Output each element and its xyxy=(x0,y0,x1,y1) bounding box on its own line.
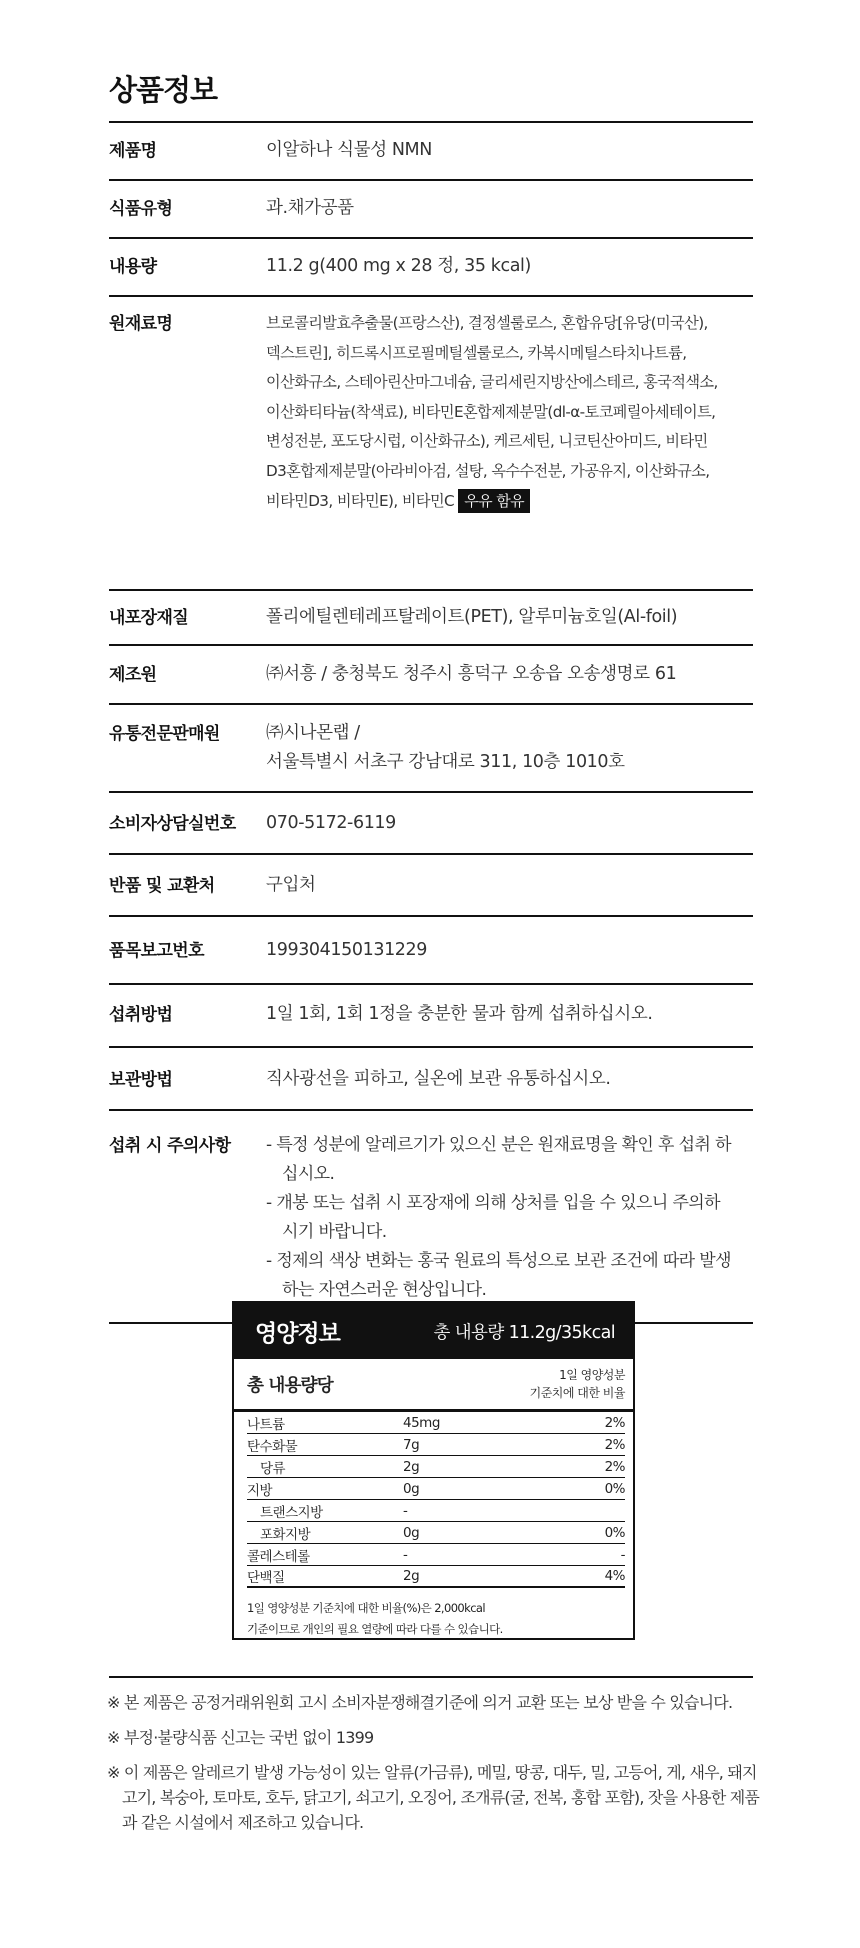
ingredient-line xyxy=(266,487,753,517)
ingredient-line: 변성전분, 포도당시럽, 이산화규소), 케르세틴, 니코틴산아미드, 비타민 xyxy=(266,432,708,451)
ingredient-line: 브로콜리발효추출물(프랑스산), 결정셀룰로스, 혼합유당[유당(미국산), xyxy=(266,314,708,332)
row-value: 11.2 g(400 mg x 28 정, 35 kcal) xyxy=(266,256,531,276)
nutrient-percent: 2% xyxy=(604,1436,625,1453)
caution-item: - 특정 성분에 알레르기가 있으신 분은 원재료명을 확인 후 섭취 하십시오. xyxy=(266,1135,731,1184)
nutrient-amount: 45mg xyxy=(403,1414,440,1431)
row-manufacturer xyxy=(109,646,753,705)
nutrition-facts-box xyxy=(232,1301,635,1640)
nutrient-percent: 4% xyxy=(604,1568,625,1584)
row-product-name xyxy=(109,123,753,181)
nutrition-note xyxy=(234,1588,633,1640)
ingredient-line: 이산화규소, 스테아린산마그네슘, 글리세린지방산에스테르, 홍국적색소, xyxy=(266,373,718,392)
row-value: 구입처 xyxy=(266,875,316,895)
row-label: 섭취방법 xyxy=(109,1005,173,1025)
nutrient-amount: 2g xyxy=(403,1568,420,1584)
distributor-value xyxy=(266,719,753,791)
nutrient-row xyxy=(247,1412,625,1434)
row-intake xyxy=(109,985,753,1048)
ingredient-line: 덱스트린], 히드록시프로필메틸셀룰로스, 카복시메틸스타치나트륨, xyxy=(266,343,687,362)
row-label: 원재료명 xyxy=(109,314,173,334)
row-storage xyxy=(109,1048,753,1111)
distributor-line: 서울특별시 서초구 강남대로 311, 10층 1010호 xyxy=(266,752,625,772)
row-label: 반품 및 교환처 xyxy=(109,876,215,896)
nutrient-row xyxy=(247,1434,625,1456)
row-value: 이알하나 식물성 NMN xyxy=(266,140,432,160)
ingredient-last-text: 비타민D3, 비타민E), 비타민C xyxy=(266,491,455,510)
row-value: ㈜서흥 / 충청북도 청주시 흥덕구 오송읍 오송생명로 61 xyxy=(266,664,677,684)
row-label: 섭취 시 주의사항 xyxy=(109,1136,231,1156)
notice-item: ※ 이 제품은 알레르기 발생 가능성이 있는 알류(가금류), 메밀, 땅콩, 대두, 밀, 고등어, 게, 새우, 돼지고기, 복숭아, 토마토, 호두, 닭고기, 쇠고기, 오징어, 조개류(굴, 전복, 홍합 포함), 잣을 사용한 제품과 같은 시설에서 제조하고 있습니다. xyxy=(107,1763,760,1832)
nutrient-amount: 2g xyxy=(403,1458,420,1475)
nutrient-percent: 2% xyxy=(604,1414,625,1431)
nutrient-percent: - xyxy=(620,1546,625,1563)
nutrient-name: 지방 xyxy=(247,1482,273,1499)
nutrient-name: 콜레스테롤 xyxy=(247,1548,310,1565)
ingredient-line: 이산화티타늄(착색료), 비타민E혼합제제분말(dl-α-토코페릴아세테이트, xyxy=(266,402,716,421)
milk-allergen-badge: 우유 함유 xyxy=(458,489,530,513)
row-label: 소비자상담실번호 xyxy=(109,814,236,834)
nutrition-per-label: 총 내용량당 xyxy=(247,1375,333,1396)
row-value: 199304150131229 xyxy=(266,940,428,960)
row-label: 보관방법 xyxy=(109,1070,173,1090)
product-info-table xyxy=(109,121,753,1324)
nutrient-name: 단백질 xyxy=(247,1570,285,1586)
row-label: 식품유형 xyxy=(109,199,173,219)
distributor-line: ㈜시나몬랩 / xyxy=(266,723,360,743)
nutrient-row xyxy=(247,1478,625,1500)
row-value: 폴리에틸렌테레프탈레이트(PET), 알루미늄호일(Al-foil) xyxy=(266,607,678,627)
nutrient-name: 탄수화물 xyxy=(247,1438,298,1455)
nutrition-subheader xyxy=(234,1359,633,1412)
row-label: 내포장재질 xyxy=(109,608,189,628)
nutrient-row xyxy=(247,1544,625,1566)
row-returns xyxy=(109,855,753,917)
nutrient-name: 포화지방 xyxy=(260,1526,311,1543)
nutrient-row xyxy=(247,1456,625,1478)
nutrient-percent: 2% xyxy=(604,1458,625,1475)
nutrient-row xyxy=(247,1522,625,1544)
row-label: 제품명 xyxy=(109,141,157,161)
notice-list xyxy=(107,1690,767,1845)
row-label: 유통전문판매원 xyxy=(109,724,220,744)
daily-value-header-line: 기준치에 대한 비율 xyxy=(529,1386,625,1400)
row-capacity xyxy=(109,239,753,297)
daily-value-header xyxy=(530,1366,625,1402)
row-value: 070-5172-6119 xyxy=(266,813,396,833)
row-consumer-phone xyxy=(109,793,753,855)
nutrient-name: 나트륨 xyxy=(247,1416,285,1433)
row-food-type xyxy=(109,181,753,239)
nutrition-total: 총 내용량 11.2g/35kcal xyxy=(433,1322,615,1343)
row-distributor xyxy=(109,705,753,793)
nutrient-name: 트랜스지방 xyxy=(260,1504,323,1521)
caution-list xyxy=(266,1131,733,1305)
cautions-value xyxy=(266,1131,753,1322)
nutrient-amount: 0g xyxy=(403,1524,420,1541)
nutrition-rows xyxy=(234,1412,633,1588)
nutrition-title: 영양정보 xyxy=(255,1320,340,1347)
nutrient-percent: 0% xyxy=(604,1480,625,1497)
caution-item: - 개봉 또는 섭취 시 포장재에 의해 상처를 입을 수 있으니 주의하시기 바랍니다. xyxy=(266,1193,720,1242)
nutrient-percent: 0% xyxy=(604,1524,625,1541)
row-report-number xyxy=(109,917,753,985)
divider xyxy=(109,1676,753,1678)
row-ingredients xyxy=(109,297,753,591)
nutrient-name: 당류 xyxy=(260,1460,286,1477)
ingredients-text xyxy=(266,309,753,589)
nutrition-header xyxy=(234,1303,633,1359)
row-value: 과.채가공품 xyxy=(266,198,354,218)
row-packaging xyxy=(109,591,753,646)
nutrition-note-line: 기준이므로 개인의 필요 열량에 따라 다를 수 있습니다. xyxy=(247,1622,503,1636)
row-value: 직사광선을 피하고, 실온에 보관 유통하십시오. xyxy=(266,1069,611,1089)
row-label: 제조원 xyxy=(109,665,157,685)
nutrient-amount: - xyxy=(403,1546,408,1563)
notice-item: ※ 본 제품은 공정거래위원회 고시 소비자분쟁해결기준에 의거 교환 또는 보상 받을 수 있습니다. xyxy=(107,1693,733,1712)
nutrient-amount: - xyxy=(403,1502,408,1519)
row-cautions xyxy=(109,1111,753,1324)
caution-item: - 정제의 색상 변화는 홍국 원료의 특성으로 보관 조건에 따라 발생하는 자연스러운 현상입니다. xyxy=(266,1251,731,1300)
page-title: 상품정보 xyxy=(109,73,218,107)
daily-value-header-line: 1일 영양성분 xyxy=(559,1368,625,1382)
notice-item: ※ 부정·불량식품 신고는 국번 없이 1399 xyxy=(107,1728,374,1747)
row-value: 1일 1회, 1회 1정을 충분한 물과 함께 섭취하십시오. xyxy=(266,1004,653,1024)
ingredient-line: D3혼합제제분말(아라비아검, 설탕, 옥수수전분, 가공유지, 이산화규소, xyxy=(266,461,710,480)
row-label: 품목보고번호 xyxy=(109,941,204,961)
nutrient-amount: 7g xyxy=(403,1436,420,1453)
nutrition-note-line: 1일 영양성분 기준치에 대한 비율(%)은 2,000kcal xyxy=(247,1601,485,1615)
nutrient-amount: 0g xyxy=(403,1480,420,1497)
nutrient-row xyxy=(247,1566,625,1588)
row-label: 내용량 xyxy=(109,257,157,277)
nutrient-row xyxy=(247,1500,625,1522)
